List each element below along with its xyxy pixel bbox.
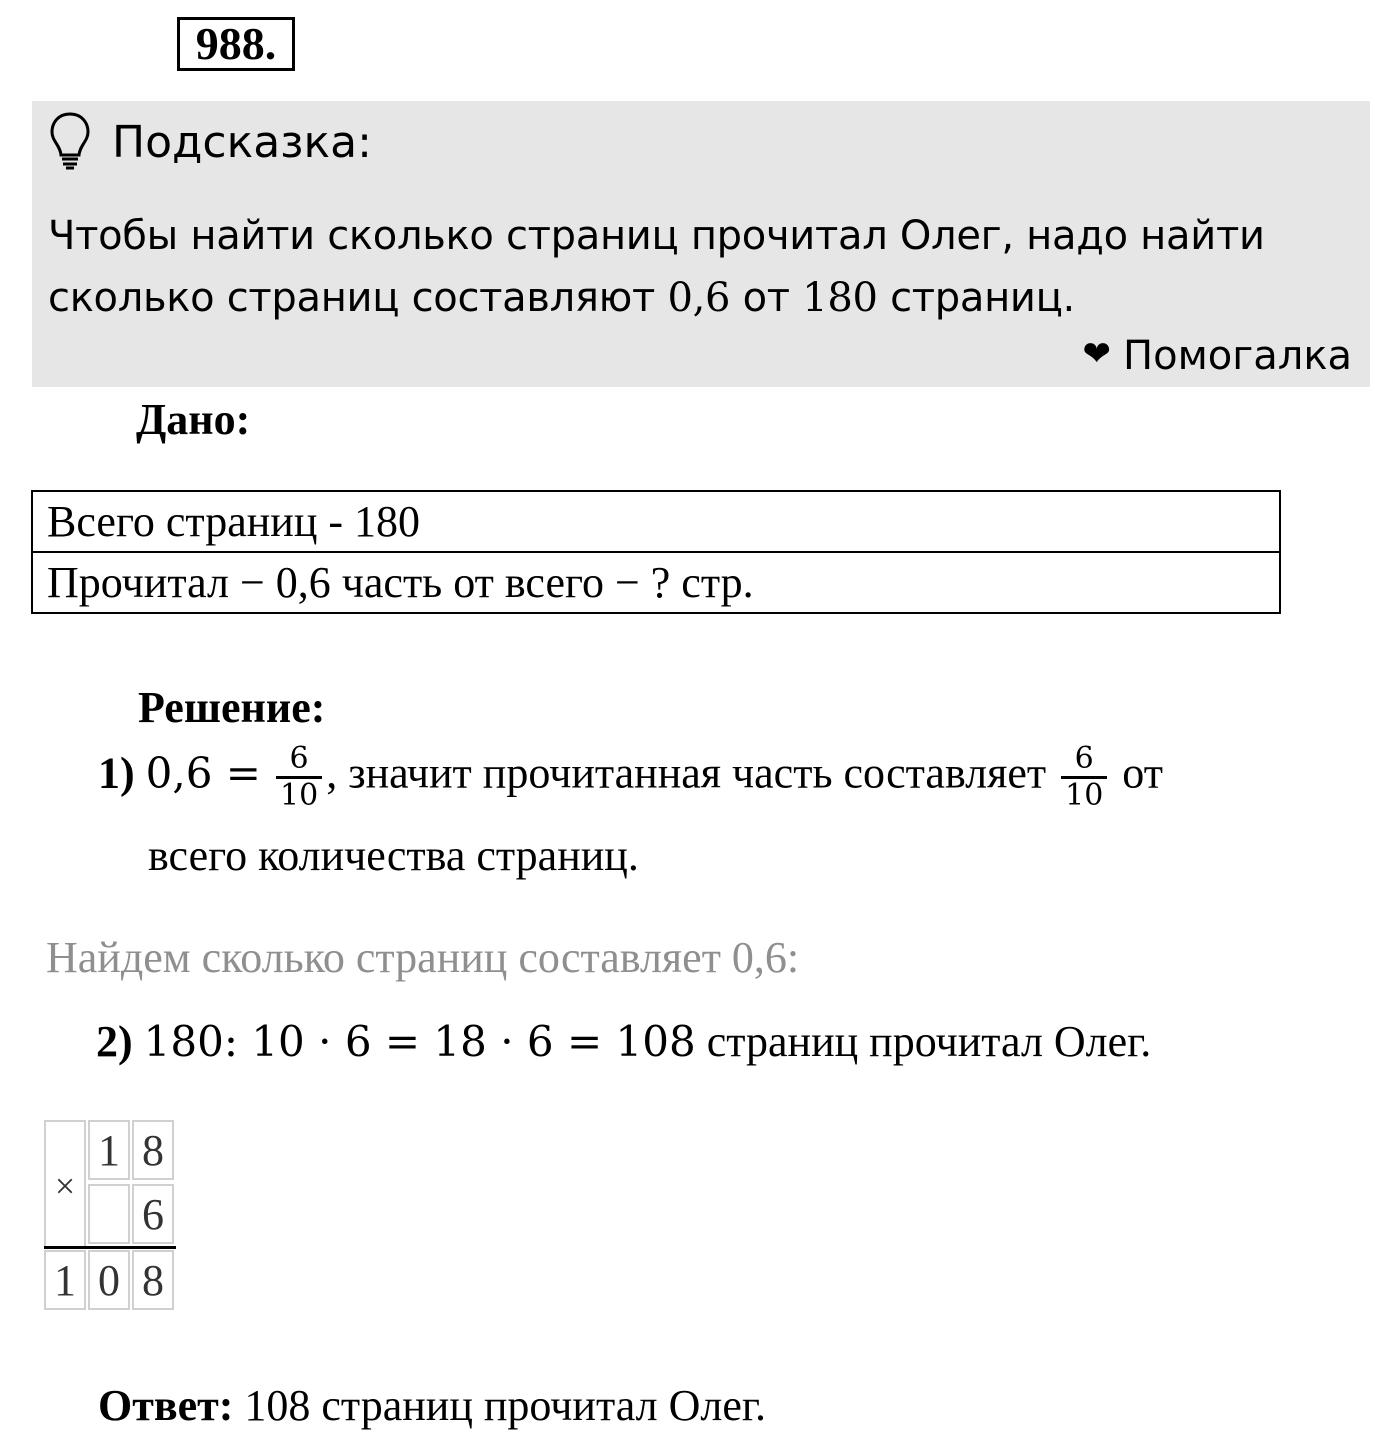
hint-box (32, 101, 1370, 387)
digit-cell: 1 (44, 1250, 86, 1310)
step-1 (98, 742, 1163, 813)
hint-line-2: сколько страниц составляют 0,6 от 180 страниц. (48, 275, 1075, 321)
step-1-tail: от (1122, 748, 1163, 798)
result-line (44, 1246, 176, 1249)
step-1-label: 1) (98, 748, 135, 798)
step-1-lhs: 0,6 = (145, 748, 261, 798)
step-2-label: 2) (96, 1017, 133, 1066)
step-1-text: , значит прочитанная часть составляет (326, 748, 1047, 798)
digit-cell: 0 (88, 1250, 130, 1310)
given-row (32, 552, 1280, 613)
digit-cell: 1 (88, 1120, 130, 1180)
digit-cell: 8 (132, 1120, 174, 1180)
solution-title: Решение: (138, 683, 326, 732)
hint-line-1: Чтобы найти сколько страниц прочитал Олег, надо найти (48, 213, 1265, 259)
answer-label: Ответ: (98, 1381, 234, 1430)
given-cell: Прочитал − 0,6 часть от всего − ? стр. (32, 552, 1280, 613)
step-2-text: страниц прочитал Олег. (695, 1017, 1152, 1066)
problem-number: 988. (177, 17, 295, 71)
digit-cell: 8 (132, 1250, 174, 1310)
fraction: $\frac{6}{10}$ (276, 742, 322, 813)
given-cell: Всего страниц - 180 (32, 491, 1280, 552)
given-row (32, 491, 1280, 552)
helper-label: ❤ Помогалка (1082, 333, 1352, 379)
hint-text (48, 205, 1265, 329)
hint-title: Подсказка: (112, 117, 372, 168)
heart-icon: ❤ (1082, 334, 1112, 374)
step-2 (96, 1016, 1151, 1067)
given-title: Дано: (136, 395, 251, 444)
multiply-sign: × (44, 1120, 86, 1248)
find-text: Найдем сколько страниц составляет 0,6: (46, 933, 800, 982)
step-2-expr: 180: 10 · 6 = 18 · 6 = 108 (143, 1017, 696, 1066)
given-table (31, 490, 1281, 614)
column-multiplication (44, 1120, 176, 1310)
answer (98, 1380, 766, 1431)
digit-cell (88, 1184, 130, 1244)
lightbulb-icon (48, 111, 92, 171)
step-1-line-2: всего количества страниц. (148, 831, 639, 880)
digit-cell: 6 (132, 1184, 174, 1244)
answer-text: 108 страниц прочитал Олег. (233, 1381, 766, 1430)
fraction: $\frac{6}{10}$ (1061, 742, 1107, 813)
